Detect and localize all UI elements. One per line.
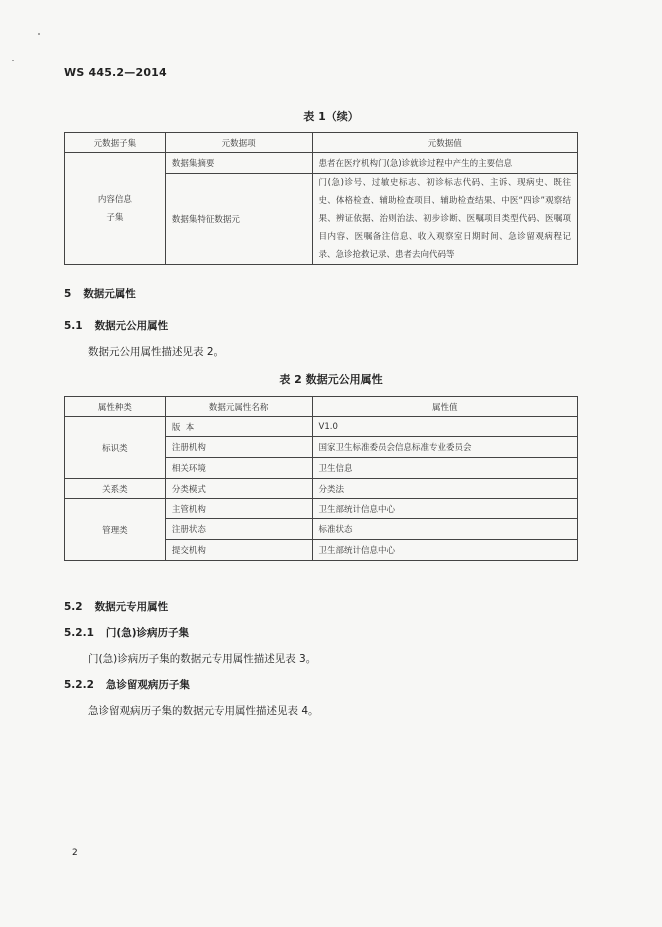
section-title: 数据元专用属性 (94, 601, 169, 613)
table2-caption: 表 2 数据元公用属性 (279, 373, 383, 386)
table-header-cell: 属性种类 (65, 397, 166, 417)
item-cell: 数据集摘要 (165, 153, 312, 174)
table-header-cell: 元数据子集 (65, 133, 166, 153)
section-number: 5.2.1 (64, 627, 94, 639)
paragraph: 数据元公用属性描述见表 2。 (88, 346, 225, 358)
attribute-name-cell: 注册机构 (165, 437, 312, 458)
table-header-cell: 元数据值 (312, 133, 577, 153)
scan-speck (38, 33, 40, 35)
table-header-row (65, 397, 578, 417)
section-heading (64, 318, 168, 333)
table-row (65, 417, 578, 437)
section-number: 5.2 (64, 601, 83, 613)
table2 (64, 396, 578, 561)
attribute-value-cell: 卫生部统计信息中心 (312, 540, 577, 561)
category-cell: 管理类 (65, 499, 166, 561)
table1 (64, 132, 578, 265)
table-row (65, 479, 578, 499)
attribute-value-cell: 国家卫生标准委员会信息标准专业委员会 (312, 437, 577, 458)
section-title: 急诊留观病历子集 (105, 679, 190, 691)
table1-caption: 表 1（续） (303, 110, 359, 123)
section-number: 5 (64, 288, 72, 300)
table-header-cell: 数据元属性名称 (165, 397, 312, 417)
table-header-cell: 元数据项 (165, 133, 312, 153)
paragraph: 门(急)诊病历子集的数据元专用属性描述见表 3。 (88, 653, 317, 665)
table-header-row (65, 133, 578, 153)
table-header-cell: 属性值 (312, 397, 577, 417)
table-row (65, 499, 578, 519)
scan-speck (12, 60, 14, 61)
attribute-value-cell: 分类法 (312, 479, 577, 499)
attribute-name-cell: 注册状态 (165, 519, 312, 540)
section-title: 数据元属性 (83, 288, 136, 300)
section-heading (64, 599, 168, 614)
category-cell: 关系类 (65, 479, 166, 499)
section-number: 5.2.2 (64, 679, 94, 691)
section-number: 5.1 (64, 320, 83, 332)
attribute-name-cell: 提交机构 (165, 540, 312, 561)
category-cell: 标识类 (65, 417, 166, 479)
table-row (65, 153, 578, 174)
value-cell: 患者在医疗机构门(急)诊就诊过程中产生的主要信息 (312, 153, 577, 174)
section-title: 门(急)诊病历子集 (105, 627, 190, 639)
attribute-value-cell: V1.0 (312, 417, 577, 437)
item-cell: 数据集特征数据元 (165, 174, 312, 265)
section-heading (64, 286, 136, 301)
attribute-name-cell: 版 本 (165, 417, 312, 437)
attribute-name-cell: 主管机构 (165, 499, 312, 519)
attribute-name-cell: 相关环境 (165, 458, 312, 479)
section-title: 数据元公用属性 (94, 320, 169, 332)
group-cell: 内容信息 子集 (65, 153, 166, 265)
paragraph: 急诊留观病历子集的数据元专用属性描述见表 4。 (88, 705, 319, 717)
attribute-value-cell: 标准状态 (312, 519, 577, 540)
attribute-value-cell: 卫生信息 (312, 458, 577, 479)
section-heading (64, 625, 189, 640)
page-number: 2 (72, 848, 78, 858)
attribute-name-cell: 分类模式 (165, 479, 312, 499)
standard-code: WS 445.2—2014 (64, 66, 167, 79)
attribute-value-cell: 卫生部统计信息中心 (312, 499, 577, 519)
section-heading (64, 677, 190, 692)
value-cell: 门(急)诊号、过敏史标志、初诊标志代码、主诉、现病史、既往史、体格检查、辅助检查项目、辅助检查结果、中医“四诊”观察结果、辨证依据、治则治法、初步诊断、医嘱项目类型代码、医嘱项目内容、医嘱备注信息、收入观察室日期时间、急诊留观病程记录、急诊抢救记录、患者去向代码等 (312, 174, 577, 265)
